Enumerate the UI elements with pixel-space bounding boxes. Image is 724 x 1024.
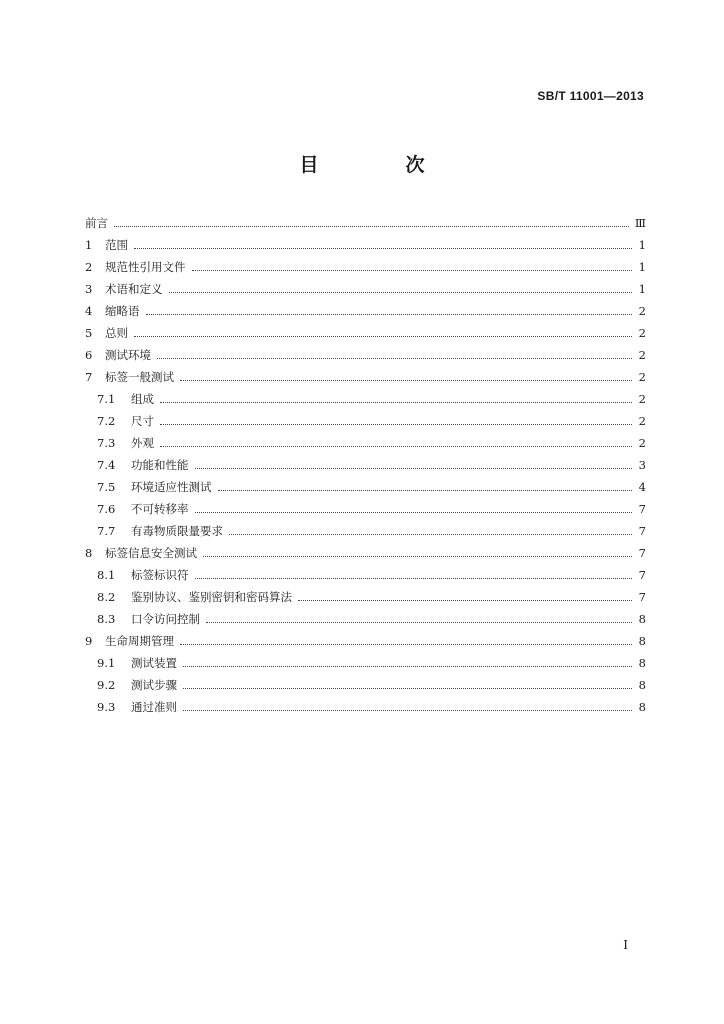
toc-entry-page: 8: [638, 634, 646, 648]
toc-leader-dots: [229, 534, 632, 535]
toc-leader-dots: [298, 600, 632, 601]
toc-entry-title: 规范性引用文件: [105, 260, 186, 274]
toc-entry-title: 术语和定义: [105, 282, 163, 296]
toc-entry-number: 4: [85, 304, 93, 318]
toc-entry[interactable]: [85, 670, 646, 692]
toc-entry[interactable]: [85, 494, 646, 516]
toc-entry-page: 7: [638, 590, 646, 604]
toc-entry-page: Ⅲ: [634, 216, 646, 230]
toc-entry-title: 测试步骤: [131, 678, 177, 692]
toc-entry[interactable]: [85, 296, 646, 318]
toc-leader-dots: [206, 622, 632, 623]
toc-entry-title: 有毒物质限量要求: [131, 524, 223, 538]
toc-entry-title: 前言: [85, 216, 108, 230]
toc-entry-title: 环境适应性测试: [131, 480, 212, 494]
toc-entry-page: 7: [638, 546, 646, 560]
toc-leader-dots: [195, 468, 633, 469]
toc-entry-number: 1: [85, 238, 93, 252]
toc-entry-number: 9.3: [97, 700, 116, 714]
toc-entry-number: 9: [85, 634, 93, 648]
toc-entry-number: 8: [85, 546, 93, 560]
toc-entry-title: 标签信息安全测试: [105, 546, 197, 560]
toc-leader-dots: [192, 270, 633, 271]
toc-entry-page: 8: [638, 656, 646, 670]
toc-entry-page: 8: [638, 700, 646, 714]
toc-entry-number: 7.2: [97, 414, 116, 428]
toc-entry-page: 2: [638, 348, 646, 362]
toc-entry[interactable]: [85, 428, 646, 450]
toc-entry-page: 1: [638, 282, 646, 296]
page-number: Ⅰ: [623, 938, 628, 952]
toc-entry-number: 8.3: [97, 612, 116, 626]
toc-leader-dots: [218, 490, 633, 491]
toc-leader-dots: [203, 556, 632, 557]
toc-entry-page: 8: [638, 612, 646, 626]
toc-entry-title: 通过准则: [131, 700, 177, 714]
toc-entry-title: 测试环境: [105, 348, 151, 362]
toc-leader-dots: [169, 292, 633, 293]
toc-entry[interactable]: [85, 648, 646, 670]
toc-leader-dots: [195, 512, 633, 513]
toc-entry-page: 4: [638, 480, 646, 494]
toc-entry-title: 尺寸: [131, 414, 154, 428]
toc-entry-number: 7.3: [97, 436, 116, 450]
toc-entry-title: 测试装置: [131, 656, 177, 670]
toc-entry[interactable]: [85, 692, 646, 714]
toc-entry[interactable]: [85, 560, 646, 582]
toc-leader-dots: [157, 358, 632, 359]
toc-entry-number: 7.1: [97, 392, 116, 406]
toc-entry-number: 7: [85, 370, 93, 384]
toc-entry[interactable]: [85, 582, 646, 604]
toc-entry-title: 鉴别协议、鉴别密钥和密码算法: [131, 590, 292, 604]
toc-leader-dots: [134, 336, 632, 337]
table-of-contents: [85, 208, 646, 714]
toc-entry[interactable]: [85, 516, 646, 538]
toc-leader-dots: [183, 688, 632, 689]
toc-entry-page: 7: [638, 568, 646, 582]
toc-entry-number: 7.6: [97, 502, 116, 516]
toc-entry[interactable]: [85, 252, 646, 274]
toc-entry-number: 3: [85, 282, 93, 296]
toc-entry-title: 外观: [131, 436, 154, 450]
toc-entry-title: 范围: [105, 238, 128, 252]
toc-entry-number: 9.1: [97, 656, 116, 670]
toc-entry[interactable]: [85, 604, 646, 626]
toc-leader-dots: [160, 446, 632, 447]
toc-entry[interactable]: [85, 274, 646, 296]
toc-entry[interactable]: [85, 406, 646, 428]
toc-entry-number: 5: [85, 326, 93, 340]
toc-entry-title: 不可转移率: [131, 502, 189, 516]
toc-entry[interactable]: [85, 362, 646, 384]
toc-entry-page: 1: [638, 260, 646, 274]
toc-entry[interactable]: [85, 318, 646, 340]
toc-leader-dots: [114, 226, 629, 227]
toc-entry-page: 2: [638, 436, 646, 450]
standard-code: SB/T 11001—2013: [537, 89, 644, 103]
toc-entry-number: 7.4: [97, 458, 116, 472]
toc-entry[interactable]: [85, 538, 646, 560]
toc-entry-title: 口令访问控制: [131, 612, 200, 626]
toc-entry-number: 2: [85, 260, 93, 274]
toc-entry[interactable]: [85, 450, 646, 472]
toc-leader-dots: [180, 644, 632, 645]
toc-entry-page: 8: [638, 678, 646, 692]
toc-leader-dots: [160, 424, 632, 425]
toc-entry-number: 7.5: [97, 480, 116, 494]
toc-entry[interactable]: [85, 340, 646, 362]
toc-entry-page: 2: [638, 392, 646, 406]
toc-entry-page: 2: [638, 414, 646, 428]
toc-entry-number: 6: [85, 348, 93, 362]
toc-entry[interactable]: [85, 384, 646, 406]
toc-entry-page: 2: [638, 304, 646, 318]
toc-leader-dots: [134, 248, 632, 249]
toc-entry-title: 缩略语: [105, 304, 140, 318]
toc-entry-number: 8.2: [97, 590, 116, 604]
toc-entry-page: 7: [638, 524, 646, 538]
toc-leader-dots: [183, 710, 632, 711]
toc-entry-number: 9.2: [97, 678, 116, 692]
toc-leader-dots: [146, 314, 633, 315]
toc-entry-page: 1: [638, 238, 646, 252]
toc-entry[interactable]: [85, 208, 646, 230]
toc-entry-number: 7.7: [97, 524, 116, 538]
toc-entry-title: 标签一般测试: [105, 370, 174, 384]
toc-entry-title: 总则: [105, 326, 128, 340]
page-title: 目 次: [299, 154, 459, 176]
toc-entry-title: 功能和性能: [131, 458, 189, 472]
toc-entry-title: 生命周期管理: [105, 634, 174, 648]
toc-entry-page: 2: [638, 370, 646, 384]
toc-entry-page: 7: [638, 502, 646, 516]
toc-entry[interactable]: [85, 472, 646, 494]
toc-entry-page: 3: [638, 458, 646, 472]
toc-entry-title: 标签标识符: [131, 568, 189, 582]
toc-entry-title: 组成: [131, 392, 154, 406]
toc-leader-dots: [183, 666, 632, 667]
toc-entry[interactable]: [85, 230, 646, 252]
toc-entry-page: 2: [638, 326, 646, 340]
toc-leader-dots: [180, 380, 632, 381]
toc-leader-dots: [195, 578, 633, 579]
toc-entry[interactable]: [85, 626, 646, 648]
toc-entry-number: 8.1: [97, 568, 116, 582]
toc-leader-dots: [160, 402, 632, 403]
